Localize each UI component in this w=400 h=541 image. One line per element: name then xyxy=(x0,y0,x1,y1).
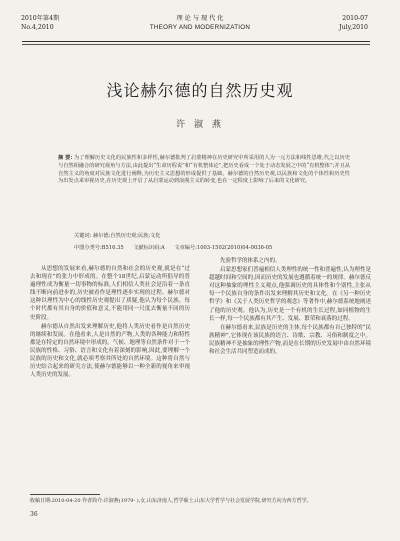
running-header xyxy=(0,0,400,46)
article-title: 浅论赫尔德的自然历史观 xyxy=(106,81,294,100)
keywords-label: 关键词: xyxy=(74,233,92,239)
body-paragraph: 从思想的发展来看,赫尔德的自然和社会的历史观,就是在“过去和现在”的张力中形成的。在整个18世纪,启蒙运动所倡导的普遍理性成为衡量一切事物的标准,人们相信人类社会是沿着一条直线不断向前进步的,历史被看作是理性逐步实现的过程。赫尔德对这种以理性为中心的线性历史观提出了质疑,他认为每个民族、每个时代都有其自身的价值和意义,不能用同一尺度去衡量不同的历史阶段。 xyxy=(30,266,190,321)
abstract-label: 摘 要: xyxy=(58,155,73,161)
keywords-text: 赫尔德;自然历史观;民族;文化 xyxy=(92,233,161,239)
issue-number-en: No.4,2010 xyxy=(21,24,54,31)
article-number: 文章编号:1003-1502(2010)04-0036-05 xyxy=(174,245,273,251)
classification-line xyxy=(74,244,350,251)
body-paragraph: 在赫尔德看来,民族是历史的主体,每个民族都有自己独特的“民族精神”,它体现在该民族的语言、诗歌、宗教、习俗和制度之中。民族精神不是抽象的理性产物,而是在长期的历史发展中由自然环境和社会生活共同塑造而成的。 xyxy=(209,324,371,356)
body-column-right xyxy=(209,257,371,487)
body-column-left xyxy=(30,265,190,487)
issue-date xyxy=(339,14,368,32)
body-paragraph: 先验哲学的体系之内的。 xyxy=(220,258,281,264)
journal-name-cn: 理 论 与 现 代 化 xyxy=(176,15,224,22)
keywords-line xyxy=(74,232,350,239)
issue-date-en: July,2010 xyxy=(339,24,368,31)
footnote: 收稿日期:2010-04-20 作者简介:许淑燕(1979- ),女,山东济南人,哲学硕士,山东大学哲学与社会发展学院,研究方向为西方哲学。 xyxy=(30,498,312,504)
page-number: 36 xyxy=(30,511,38,518)
article-author: 许 淑 燕 xyxy=(176,120,224,130)
abstract-block xyxy=(58,155,350,186)
body-paragraph: 启蒙思想家们普遍相信人类理性的统一性和普遍性,认为理性是超越时间和空间的,因而历史的发展也遵循着统一的规律。赫尔德反对这种抽象的理性主义观点,他强调历史的具体性和个别性,主张从每一个民族自身的条件出发来理解其历史和文化。在《另一种历史哲学》和《关于人类历史哲学的观念》等著作中,赫尔德系统地阐述了他的历史观。他认为,历史是一个有机的生长过程,如同植物的生长一样,每一个民族都有其产生、发展、繁荣和衰落的过程。 xyxy=(209,267,371,322)
footnote-rule xyxy=(30,494,100,495)
issue-date-numeric: 2010-07 xyxy=(342,15,368,22)
body-paragraph: 赫尔德从自然出发来理解历史,他将人类历史看作是自然历史的继续和发展。在他看来,人是自然的产物,人类的各种能力和特性都是在特定的自然环境中形成的。气候、地理等自然条件对于一个民族的性格、习俗、语言和文化有着深刻的影响,因此,要理解一个民族的历史和文化,就必须考察其所处的自然环境。这种将自然与历史结合起来的研究方法,使赫尔德能够以一种全新的视角来审视人类历史的发展。 xyxy=(30,323,190,379)
clc-number: 中图分类号:B516.35 xyxy=(74,245,124,251)
journal-name-en: THEORY AND MODERNIZATION xyxy=(149,24,251,31)
document-code: 文献标识码:A xyxy=(133,245,165,251)
header-rule-thick xyxy=(22,41,370,42)
issue-number: 2010年第4期 xyxy=(21,15,60,22)
header-rule-thin xyxy=(22,44,370,45)
abstract-text: 为了理解历史文化的民族性和多样性,赫尔德批判了启蒙精神在历史研究中所采用的人为一元方法和线性思维,代之以历史与自然相融合的研究视角与方法,由此提出“生命历程说”和“有机整体论”,把历史看成一个处于动态发展之中的“有机整体”;并且从自然主义的角度对民族文化进行阐释,为历史主义思想的形成提供了基础。赫尔德的自然历史观,以民族和文化的个体性和历史性为出发点来审视历史,在历史观上开启了从启蒙运动到浪漫主义的转变,也在一定程度上影响了后来的文化研究。 xyxy=(58,155,350,185)
